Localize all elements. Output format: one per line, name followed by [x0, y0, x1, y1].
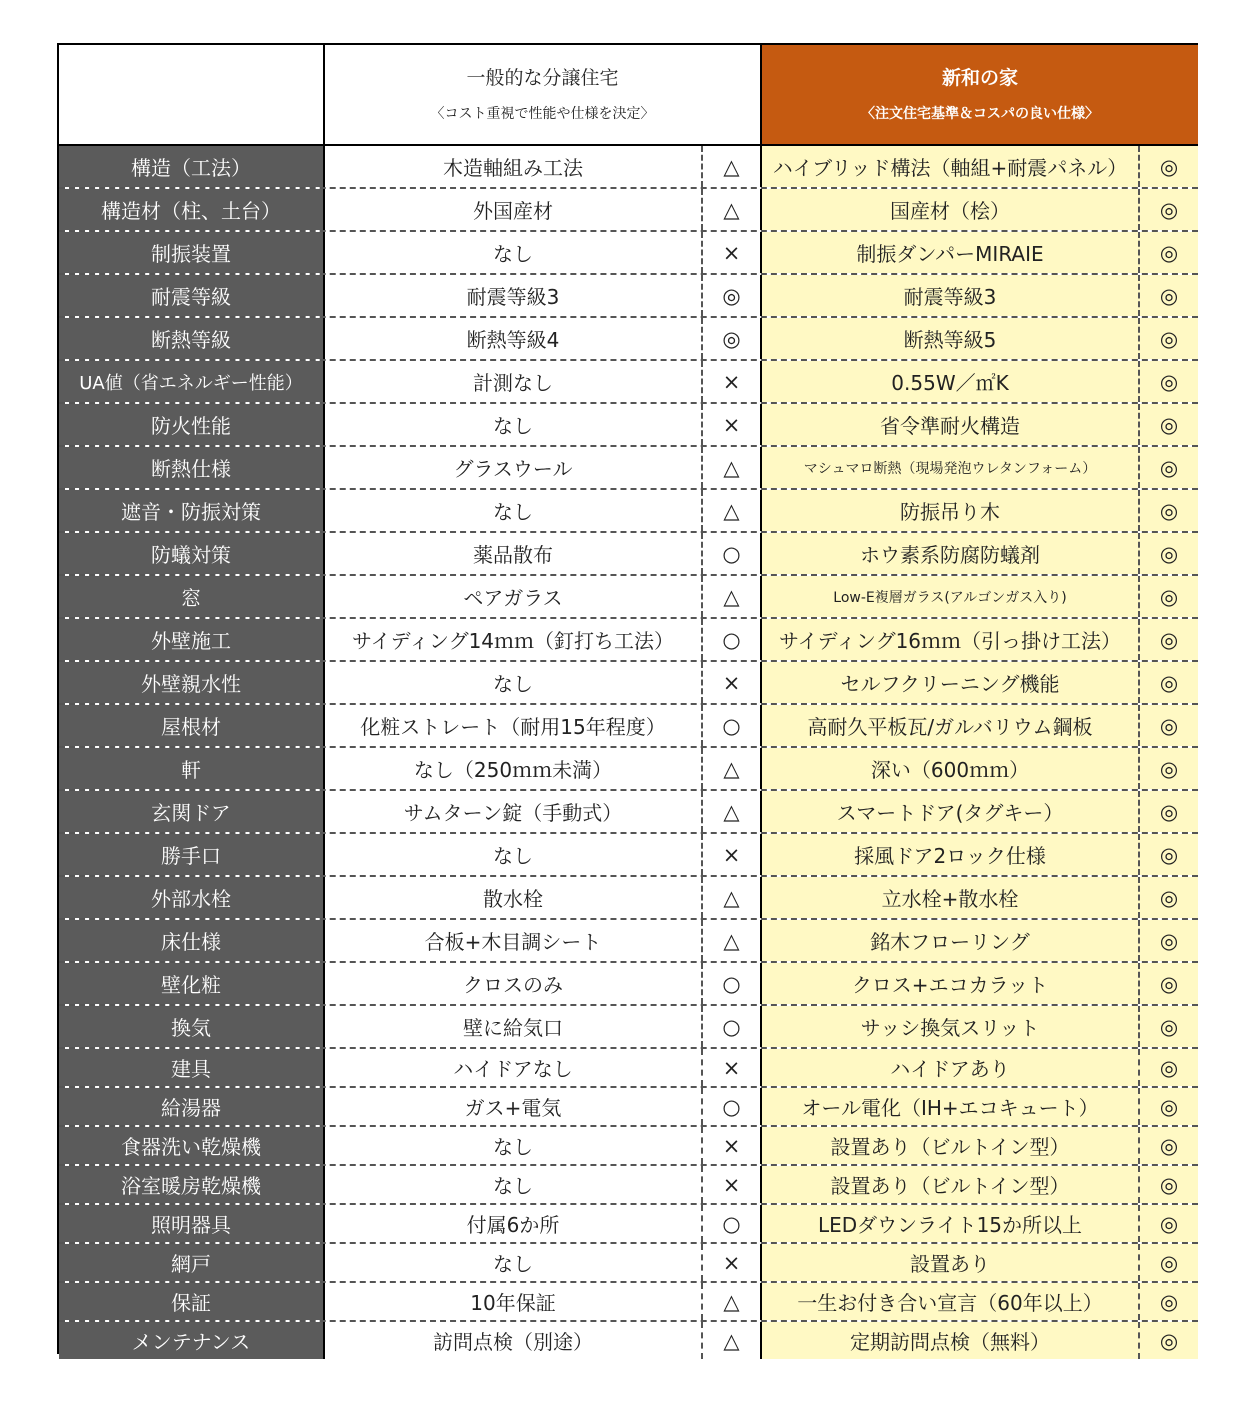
- shinwa-spec: 定期訪問点検（無料）: [762, 1322, 1140, 1359]
- shinwa-spec: 省令準耐火構造: [762, 404, 1140, 445]
- general-rating-mark: ◎: [703, 275, 762, 316]
- table-row: [59, 748, 1198, 791]
- shinwa-rating-mark: ◎: [1140, 146, 1198, 187]
- table-row: [59, 1205, 1198, 1244]
- row-label: 構造（工法）: [59, 146, 325, 187]
- general-rating-mark: ×: [703, 232, 762, 273]
- shinwa-rating-mark: ◎: [1140, 791, 1198, 832]
- shinwa-spec: 設置あり（ビルトイン型）: [762, 1127, 1140, 1164]
- table-row: [59, 877, 1198, 920]
- shinwa-spec: 制振ダンパーMIRAIE: [762, 232, 1140, 273]
- row-label: 網戸: [59, 1244, 325, 1281]
- general-spec: 薬品散布: [325, 533, 703, 574]
- general-rating-mark: ○: [703, 963, 762, 1004]
- table-row: [59, 1244, 1198, 1283]
- shinwa-spec: クロス+エコカラット: [762, 963, 1140, 1004]
- general-house-title: 一般的な分譲住宅: [466, 67, 619, 89]
- table-row: [59, 963, 1198, 1006]
- general-rating-mark: △: [703, 1283, 762, 1320]
- table-row: [59, 318, 1198, 361]
- general-rating-mark: ×: [703, 361, 762, 402]
- row-label: 断熱等級: [59, 318, 325, 359]
- row-label: 食器洗い乾燥機: [59, 1127, 325, 1164]
- shinwa-rating-mark: ◎: [1140, 275, 1198, 316]
- general-spec: 合板+木目調シート: [325, 920, 703, 961]
- shinwa-spec: 銘木フローリング: [762, 920, 1140, 961]
- row-label: 外壁施工: [59, 619, 325, 660]
- row-label: 換気: [59, 1006, 325, 1047]
- row-label: 外壁親水性: [59, 662, 325, 703]
- shinwa-rating-mark: ◎: [1140, 1244, 1198, 1281]
- general-spec: 散水栓: [325, 877, 703, 918]
- table-row: [59, 361, 1198, 404]
- shinwa-rating-mark: ◎: [1140, 576, 1198, 617]
- general-spec: なし: [325, 662, 703, 703]
- general-rating-mark: △: [703, 748, 762, 789]
- shinwa-rating-mark: ◎: [1140, 920, 1198, 961]
- shinwa-rating-mark: ◎: [1140, 619, 1198, 660]
- shinwa-spec: ハイブリッド構法（軸組+耐震パネル）: [762, 146, 1140, 187]
- general-rating-mark: ○: [703, 533, 762, 574]
- table-row: [59, 1088, 1198, 1127]
- row-label: 建具: [59, 1049, 325, 1086]
- header-blank-cell: [59, 45, 325, 144]
- general-spec: なし: [325, 404, 703, 445]
- row-label: 防火性能: [59, 404, 325, 445]
- general-spec: 断熱等級4: [325, 318, 703, 359]
- general-spec: クロスのみ: [325, 963, 703, 1004]
- table-row: [59, 791, 1198, 834]
- general-spec: グラスウール: [325, 447, 703, 488]
- shinwa-spec: 設置あり（ビルトイン型）: [762, 1166, 1140, 1203]
- shinwa-spec: 深い（600ｍｍ）: [762, 748, 1140, 789]
- general-spec: なし: [325, 834, 703, 875]
- table-row: [59, 834, 1198, 877]
- shinwa-spec: 設置あり: [762, 1244, 1140, 1281]
- general-rating-mark: ×: [703, 1166, 762, 1203]
- shinwa-rating-mark: ◎: [1140, 404, 1198, 445]
- general-rating-mark: ×: [703, 404, 762, 445]
- table-row: [59, 1166, 1198, 1205]
- shinwa-spec: ハイドアあり: [762, 1049, 1140, 1086]
- general-rating-mark: ○: [703, 1006, 762, 1047]
- shinwa-rating-mark: ◎: [1140, 1006, 1198, 1047]
- table-row: [59, 705, 1198, 748]
- shinwa-house-subtitle: 〈注文住宅基準＆コスパの良い仕様〉: [861, 106, 1099, 122]
- general-spec: なし: [325, 1166, 703, 1203]
- row-label: 勝手口: [59, 834, 325, 875]
- shinwa-spec: サッシ換気スリット: [762, 1006, 1140, 1047]
- general-spec: サイディング14ｍｍ（釘打ち工法）: [325, 619, 703, 660]
- general-spec: 化粧ストレート（耐用15年程度）: [325, 705, 703, 746]
- row-label: 防蟻対策: [59, 533, 325, 574]
- general-rating-mark: △: [703, 189, 762, 230]
- row-label: 構造材（柱、土台）: [59, 189, 325, 230]
- shinwa-rating-mark: ◎: [1140, 963, 1198, 1004]
- shinwa-spec: 立水栓+散水栓: [762, 877, 1140, 918]
- shinwa-spec: ホウ素系防腐防蟻剤: [762, 533, 1140, 574]
- row-label: 耐震等級: [59, 275, 325, 316]
- table-row: [59, 146, 1198, 189]
- shinwa-rating-mark: ◎: [1140, 361, 1198, 402]
- row-label: 保証: [59, 1283, 325, 1320]
- general-rating-mark: △: [703, 791, 762, 832]
- general-rating-mark: ○: [703, 1088, 762, 1125]
- shinwa-spec: 防振吊り木: [762, 490, 1140, 531]
- table-row: [59, 404, 1198, 447]
- shinwa-spec: Low-E複層ガラス(アルゴンガス入り): [762, 576, 1140, 617]
- shinwa-spec: LEDダウンライト15か所以上: [762, 1205, 1140, 1242]
- row-label: 遮音・防振対策: [59, 490, 325, 531]
- row-label: 屋根材: [59, 705, 325, 746]
- shinwa-spec: サイディング16ｍｍ（引っ掛け工法）: [762, 619, 1140, 660]
- shinwa-rating-mark: ◎: [1140, 1088, 1198, 1125]
- header-shinwa-house: [762, 45, 1198, 144]
- general-rating-mark: △: [703, 576, 762, 617]
- general-rating-mark: ×: [703, 662, 762, 703]
- shinwa-spec: 0.55W／㎡K: [762, 361, 1140, 402]
- general-rating-mark: ○: [703, 705, 762, 746]
- row-label: 断熱仕様: [59, 447, 325, 488]
- shinwa-rating-mark: ◎: [1140, 662, 1198, 703]
- shinwa-spec: 一生お付き合い宣言（60年以上）: [762, 1283, 1140, 1320]
- general-rating-mark: ◎: [703, 318, 762, 359]
- row-label: 玄関ドア: [59, 791, 325, 832]
- row-label: 窓: [59, 576, 325, 617]
- shinwa-spec: オール電化（IH+エコキュート）: [762, 1088, 1140, 1125]
- table-row: [59, 490, 1198, 533]
- shinwa-rating-mark: ◎: [1140, 834, 1198, 875]
- general-rating-mark: △: [703, 146, 762, 187]
- general-rating-mark: △: [703, 490, 762, 531]
- general-rating-mark: △: [703, 447, 762, 488]
- row-label: UA値（省エネルギー性能）: [59, 361, 325, 402]
- shinwa-rating-mark: ◎: [1140, 1322, 1198, 1359]
- general-rating-mark: ×: [703, 1244, 762, 1281]
- shinwa-spec: 耐震等級3: [762, 275, 1140, 316]
- general-house-subtitle: 〈コスト重視で性能や仕様を決定〉: [430, 106, 655, 122]
- header-general-house: [325, 45, 762, 144]
- shinwa-spec: 断熱等級5: [762, 318, 1140, 359]
- row-label: 浴室暖房乾燥機: [59, 1166, 325, 1203]
- general-spec: なし: [325, 1127, 703, 1164]
- general-spec: なし: [325, 490, 703, 531]
- shinwa-rating-mark: ◎: [1140, 1283, 1198, 1320]
- general-rating-mark: ○: [703, 1205, 762, 1242]
- general-spec: ハイドアなし: [325, 1049, 703, 1086]
- shinwa-spec: 国産材（桧）: [762, 189, 1140, 230]
- row-label: 床仕様: [59, 920, 325, 961]
- shinwa-rating-mark: ◎: [1140, 189, 1198, 230]
- row-label: 照明器具: [59, 1205, 325, 1242]
- general-spec: 外国産材: [325, 189, 703, 230]
- general-spec: 訪問点検（別途）: [325, 1322, 703, 1359]
- table-row: [59, 1006, 1198, 1049]
- shinwa-rating-mark: ◎: [1140, 705, 1198, 746]
- general-rating-mark: ×: [703, 834, 762, 875]
- general-rating-mark: △: [703, 877, 762, 918]
- shinwa-rating-mark: ◎: [1140, 447, 1198, 488]
- general-spec: 計測なし: [325, 361, 703, 402]
- shinwa-spec: セルフクリーニング機能: [762, 662, 1140, 703]
- shinwa-rating-mark: ◎: [1140, 1049, 1198, 1086]
- table-row: [59, 275, 1198, 318]
- table-row: [59, 1322, 1198, 1359]
- table-row: [59, 576, 1198, 619]
- comparison-table: [57, 43, 1198, 1354]
- general-rating-mark: ○: [703, 619, 762, 660]
- shinwa-house-title: 新和の家: [941, 67, 1018, 89]
- shinwa-rating-mark: ◎: [1140, 533, 1198, 574]
- general-spec: 耐震等級3: [325, 275, 703, 316]
- shinwa-spec: 高耐久平板瓦/ガルバリウム鋼板: [762, 705, 1140, 746]
- table-row: [59, 920, 1198, 963]
- general-rating-mark: ×: [703, 1127, 762, 1164]
- row-label: 壁化粧: [59, 963, 325, 1004]
- table-row: [59, 662, 1198, 705]
- general-spec: 木造軸組み工法: [325, 146, 703, 187]
- row-label: 制振装置: [59, 232, 325, 273]
- table-row: [59, 189, 1198, 232]
- shinwa-spec: スマートドア(タグキー）: [762, 791, 1140, 832]
- general-spec: ガス+電気: [325, 1088, 703, 1125]
- general-spec: サムターン錠（手動式）: [325, 791, 703, 832]
- general-rating-mark: △: [703, 920, 762, 961]
- general-spec: 10年保証: [325, 1283, 703, 1320]
- shinwa-rating-mark: ◎: [1140, 490, 1198, 531]
- shinwa-rating-mark: ◎: [1140, 877, 1198, 918]
- shinwa-rating-mark: ◎: [1140, 232, 1198, 273]
- row-label: メンテナンス: [59, 1322, 325, 1359]
- row-label: 給湯器: [59, 1088, 325, 1125]
- table-row: [59, 1127, 1198, 1166]
- shinwa-rating-mark: ◎: [1140, 318, 1198, 359]
- table-row: [59, 619, 1198, 662]
- shinwa-rating-mark: ◎: [1140, 748, 1198, 789]
- row-label: 外部水栓: [59, 877, 325, 918]
- table-row: [59, 533, 1198, 576]
- general-spec: 付属6か所: [325, 1205, 703, 1242]
- shinwa-rating-mark: ◎: [1140, 1205, 1198, 1242]
- general-spec: 壁に給気口: [325, 1006, 703, 1047]
- table-row: [59, 232, 1198, 275]
- general-spec: ペアガラス: [325, 576, 703, 617]
- row-label: 軒: [59, 748, 325, 789]
- general-spec: なし（250ｍｍ未満）: [325, 748, 703, 789]
- general-rating-mark: ×: [703, 1049, 762, 1086]
- shinwa-rating-mark: ◎: [1140, 1127, 1198, 1164]
- table-row: [59, 447, 1198, 490]
- shinwa-rating-mark: ◎: [1140, 1166, 1198, 1203]
- table-row: [59, 1283, 1198, 1322]
- general-rating-mark: △: [703, 1322, 762, 1359]
- general-spec: なし: [325, 232, 703, 273]
- shinwa-spec: 採風ドア2ロック仕様: [762, 834, 1140, 875]
- table-row: [59, 1049, 1198, 1088]
- table-body: [59, 144, 1198, 1354]
- general-spec: なし: [325, 1244, 703, 1281]
- shinwa-spec: マシュマロ断熱（現場発泡ウレタンフォーム）: [762, 447, 1140, 488]
